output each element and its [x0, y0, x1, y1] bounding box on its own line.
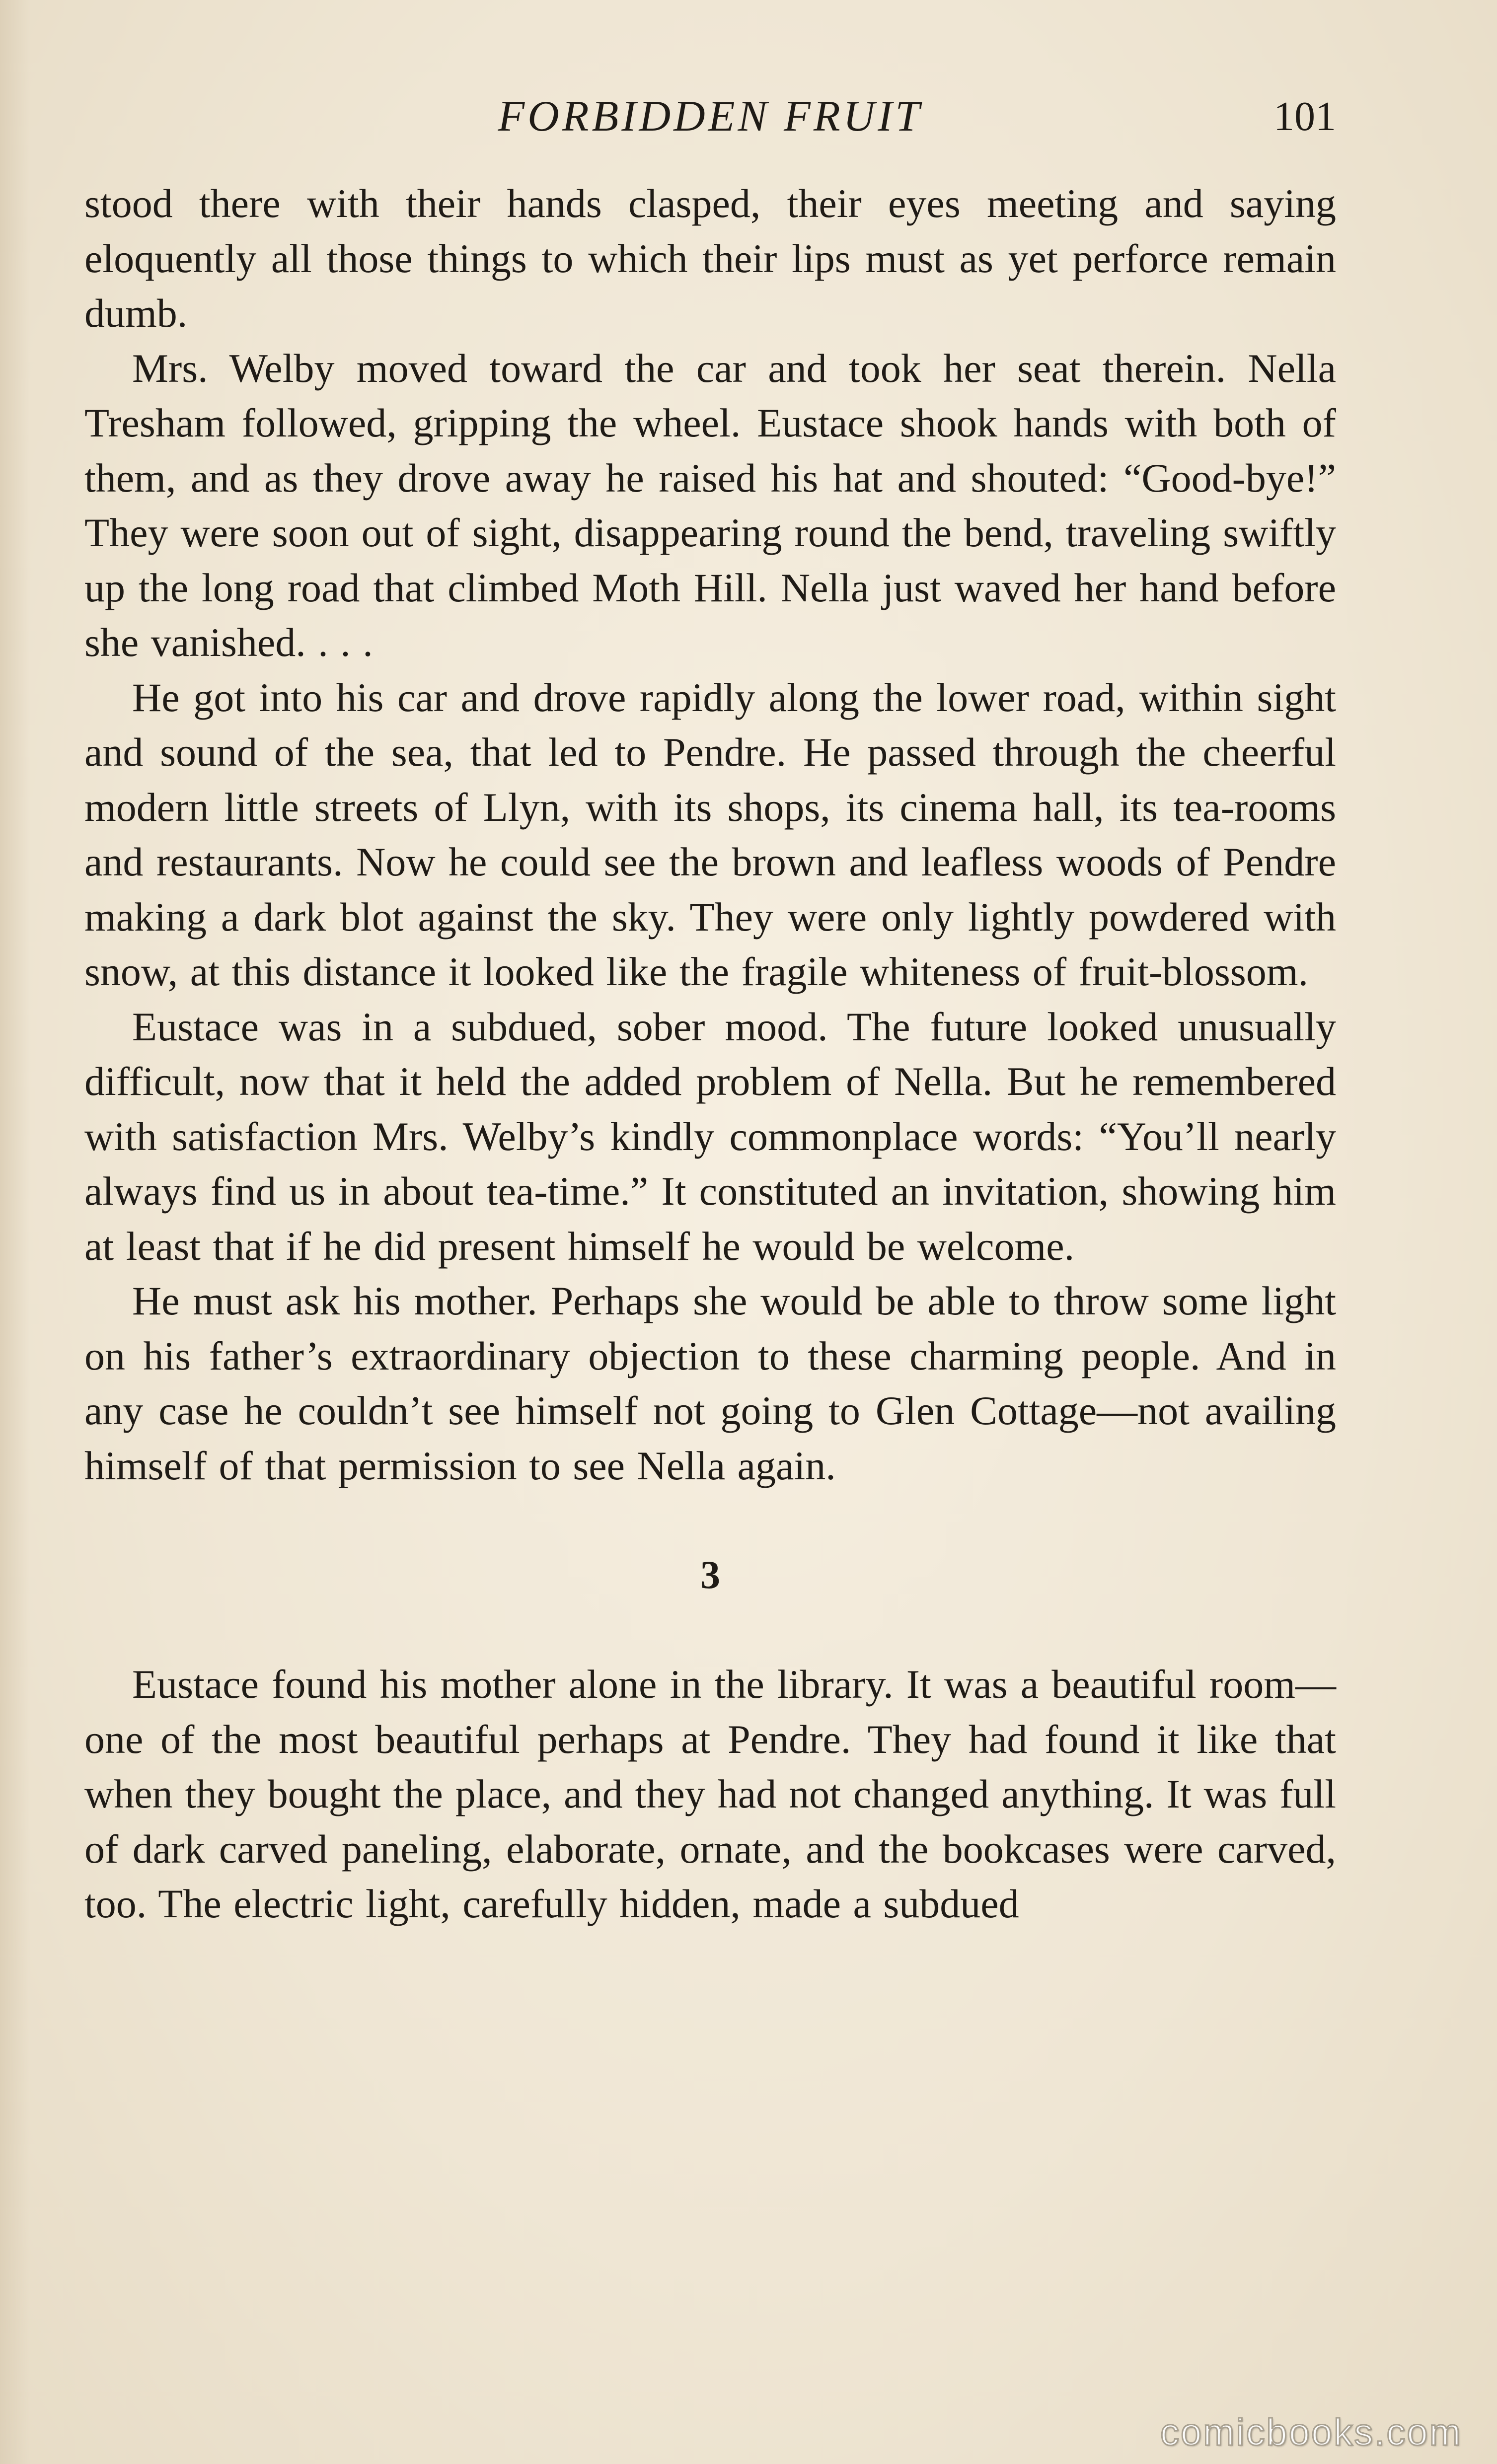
- page-number: 101: [1273, 93, 1336, 140]
- section-number: 3: [700, 1553, 720, 1597]
- paragraph: He must ask his mother. Perhaps she would be able to throw some light on his father’s extraordinary objection to these charming people. And in any case he couldn’t see himself not going to Glen Cottage—not availing himself of that permission to see Nella again.: [84, 1278, 1336, 1488]
- paragraph: Eustace was in a subdued, sober mood. The future looked unusually difficult, now that it held the added problem of Nella. But he remembered with satisfaction Mrs. Welby’s kindly commonplace words: “You’ll nearly always find us in about tea-time.” It constituted an invitation, showing him at least that if he did present himself he would be welcome.: [84, 1004, 1336, 1269]
- paragraph: stood there with their hands clasped, their eyes meeting and saying eloquently all those things to which their lips must as yet perforce remain dumb.: [84, 181, 1336, 336]
- paragraph: Mrs. Welby moved toward the car and took her seat therein. Nella Tresham followed, gripping the wheel. Eustace shook hands with both of them, and as they drove away he raised his hat and shouted: “Good-bye!” They were soon out of sight, disappearing round the bend, traveling swiftly up the long road that climbed Moth Hill. Nella just waved her hand before she vanished. . . .: [84, 345, 1336, 665]
- running-head: [84, 84, 1336, 149]
- paragraph: Eustace found his mother alone in the library. It was a beautiful room—one of the most beautiful perhaps at Pendre. They had found it like that when they bought the place, and they had not changed anything. It was full of dark carved paneling, elaborate, ornate, and the bookcases were carved, too. The electric light, carefully hidden, made a subdued: [84, 1662, 1336, 1926]
- body-text: [84, 176, 1336, 1932]
- page-edge-shadow: [0, 0, 30, 2464]
- paragraph: He got into his car and drove rapidly along the lower road, within sight and sound of the sea, that led to Pendre. He passed through the cheerful modern little streets of Llyn, with its shops, its cinema hall, its tea-rooms and restaurants. Now he could see the brown and leafless woods of Pendre making a dark blot against the sky. They were only lightly powdered with snow, at this distance it looked like the fragile whiteness of fruit-blossom.: [84, 674, 1336, 994]
- running-title: FORBIDDEN FRUIT: [498, 92, 923, 141]
- watermark: comicbooks.com: [1160, 2411, 1462, 2454]
